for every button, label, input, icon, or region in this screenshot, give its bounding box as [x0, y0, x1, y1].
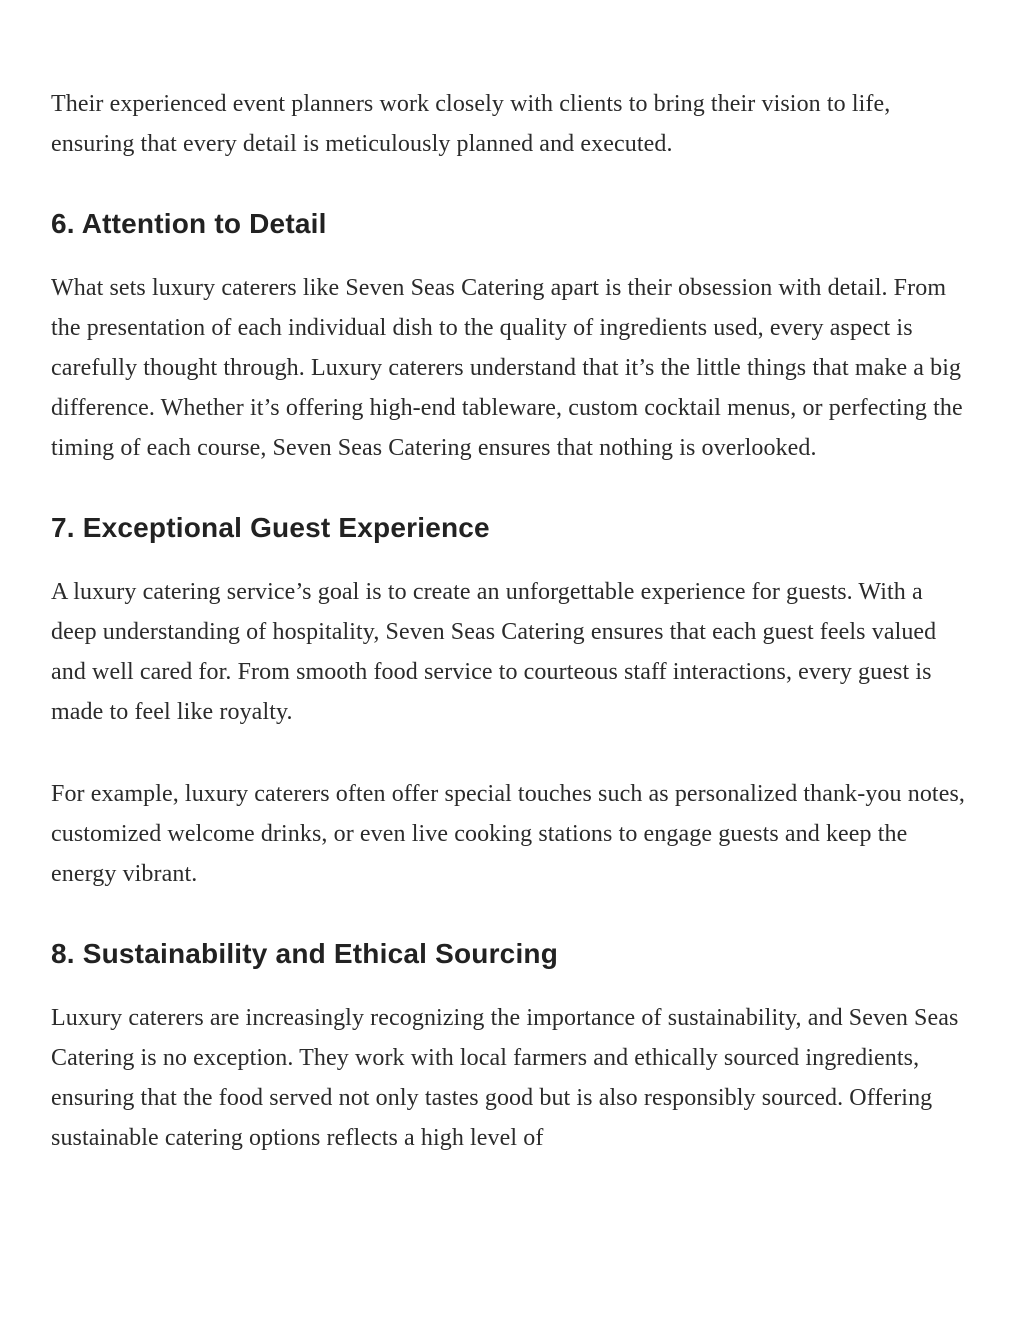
intro-paragraph: Their experienced event planners work closely with clients to bring their vision to life, ensuring that every detail is meticulously planned and executed. [51, 91, 891, 157]
paragraph-guest-experience-1: A luxury catering service’s goal is to create an unforgettable experience for guests. With a deep understanding of hospitality, Seven Seas Catering ensures that each guest feels valued and well cared for. From smooth food service to courteous staff interactions, every guest is made to feel like royalty. [51, 579, 937, 725]
paragraph-sustainability: Luxury caterers are increasingly recognizing the importance of sustainability, and Seven Seas Catering is no exception. They work with local farmers and ethically sourced ingredients, ensuring that the food served not only tastes good but is also responsibly sourced. Offering sustainable catering options reflects a high level of [51, 1005, 959, 1151]
paragraph-guest-experience-2: For example, luxury caterers often offer special touches such as personalized thank-you notes, customized welcome drinks, or even live cooking stations to engage guests and keep the energy vibrant. [51, 781, 965, 887]
heading-exceptional-guest-experience: 7. Exceptional Guest Experience [51, 512, 490, 543]
paragraph-attention-to-detail: What sets luxury caterers like Seven Seas Catering apart is their obsession with detail. From the presentation of each individual dish to the quality of ingredients used, every aspect is carefully thought through. Luxury caterers understand that it’s the little things that make a big difference. Whether it’s offering high-end tableware, custom cocktail menus, or perfecting the timing of each course, Seven Seas Catering ensures that nothing is overlooked. [51, 275, 963, 461]
heading-sustainability-ethical-sourcing: 8. Sustainability and Ethical Sourcing [51, 938, 559, 969]
heading-attention-to-detail: 6. Attention to Detail [51, 208, 327, 239]
